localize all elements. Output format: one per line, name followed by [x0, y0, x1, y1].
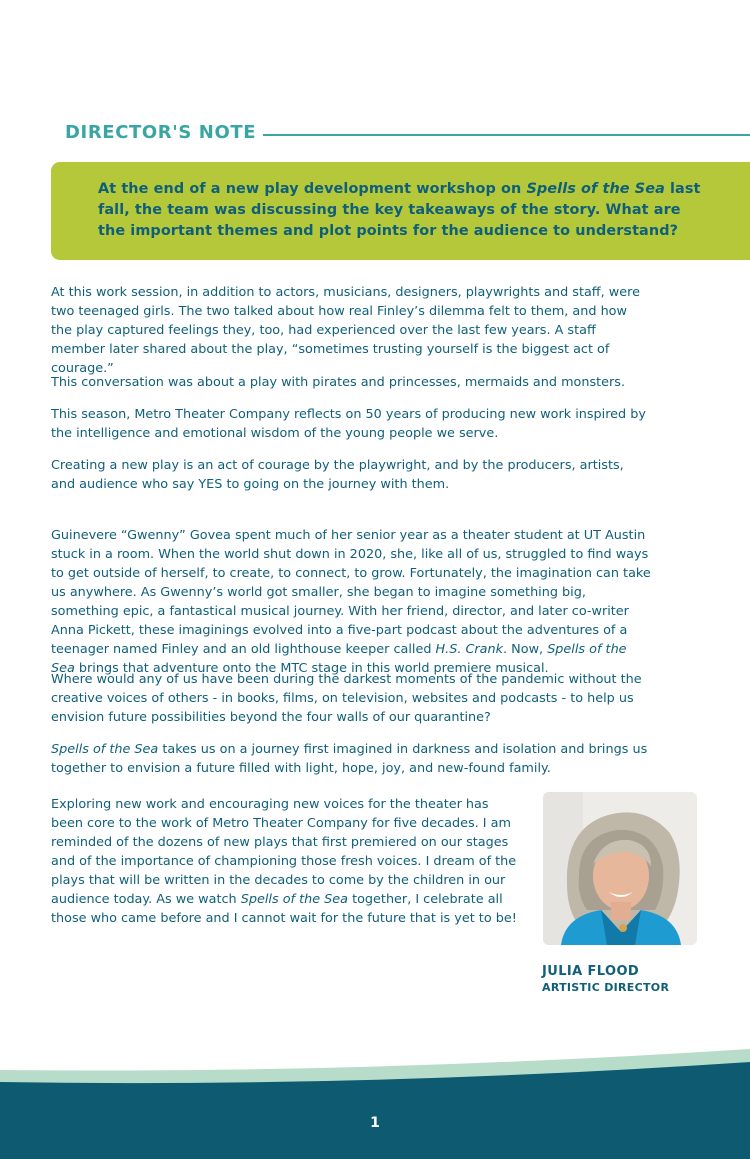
section-header — [65, 122, 750, 148]
paragraph-1 — [51, 283, 651, 378]
signature-name: JULIA FLOOD — [542, 964, 640, 979]
page-number: 1 — [370, 1115, 380, 1131]
callout-text-end: last fall, the team was discussing the key takeaways of the story. What are the important themes and plot points for the audience to understand? — [98, 181, 701, 239]
portrait-illustration — [543, 792, 697, 945]
paragraph-2 — [51, 373, 651, 392]
paragraph-6 — [51, 670, 651, 727]
paragraph-8-part-b: together, I celebrate all those who came before and I cannot wait for the future that is yet to be! — [51, 892, 517, 926]
paragraph-1-text: At this work session, in addition to actors, musicians, designers, playwrights and staff, were two teenaged girls. The two talked about how real Finley’s dilemma felt to them, and how the play captured feelings they, too, had experienced over the last few years. A staff member later shared about the play, “sometimes trusting yourself is the biggest act of courage.” — [51, 285, 640, 376]
paragraph-5-text — [51, 526, 651, 678]
callout-text-start: At the end of a new play development workshop on — [98, 181, 527, 197]
header-divider — [263, 134, 750, 136]
paragraph-2-text: This conversation was about a play with pirates and princesses, mermaids and monsters. — [51, 375, 626, 390]
paragraph-3 — [51, 405, 651, 443]
signature-role: ARTISTIC DIRECTOR — [542, 981, 670, 994]
paragraph-7-text — [51, 740, 651, 778]
character-name: H.S. Crank — [435, 642, 504, 657]
play-title: Spells of the Sea — [51, 642, 627, 676]
play-title: Spells of the Sea — [51, 742, 159, 757]
paragraph-7-rest: takes us on a journey first imagined in darkness and isolation and brings us together to envision a future filled with light, hope, joy, and new-found family. — [51, 742, 648, 776]
pull-quote-callout — [51, 162, 750, 260]
paragraph-5-part-a: Guinevere “Gwenny” Govea spent much of her senior year as a theater student at UT Austin stuck in a room. When the world shut down in 2020, she, like all of us, struggled to find ways to get outside of herself, to create, to connect, to grow. Fortunately, the imagination can take us anywhere. As Gwenny’s world got smaller, she began to imagine something big, something epic, a fantastical musical journey. With her friend, director, and later co-writer Anna Pickett, these imaginings evolved into a five-part podcast about the adventures of a teenager named Finley and an old lighthouse keeper called — [51, 528, 651, 657]
paragraph-8-text — [51, 795, 521, 928]
paragraph-7 — [51, 740, 651, 778]
paragraph-8-part-a: Exploring new work and encouraging new voices for the theater has been core to the work of Metro Theater Company for five decades. I am reminded of the dozens of new plays that first premiered on our stages and of the importance of championing those fresh voices. I dream of the plays that will be written in the decades to come by the children in our audience today. As we watch — [51, 797, 517, 907]
paragraph-5-part-c: brings that adventure onto the MTC stage in this world premiere musical. — [74, 661, 549, 676]
paragraph-8 — [51, 795, 521, 928]
paragraph-6-text: Where would any of us have been during the darkest moments of the pandemic without the creative voices of others - in books, films, on television, websites and podcasts - to help us envision future possibilities beyond the four walls of our quarantine? — [51, 672, 642, 725]
footer-wave — [0, 1040, 750, 1159]
page-title: DIRECTOR'S NOTE — [65, 122, 257, 143]
paragraph-4 — [51, 456, 651, 494]
play-title: Spells of the Sea — [240, 892, 349, 907]
paragraph-5 — [51, 526, 651, 678]
paragraph-5-part-b: . Now, — [503, 642, 548, 657]
director-portrait — [543, 792, 697, 945]
paragraph-3-text: This season, Metro Theater Company reflects on 50 years of producing new work inspired by the intelligence and emotional wisdom of the young people we serve. — [51, 407, 646, 441]
paragraph-4-text: Creating a new play is an act of courage by the playwright, and by the producers, artists, and audience who say YES to going on the journey with them. — [51, 458, 624, 492]
callout-play-title: Spells of the Sea — [526, 181, 665, 197]
